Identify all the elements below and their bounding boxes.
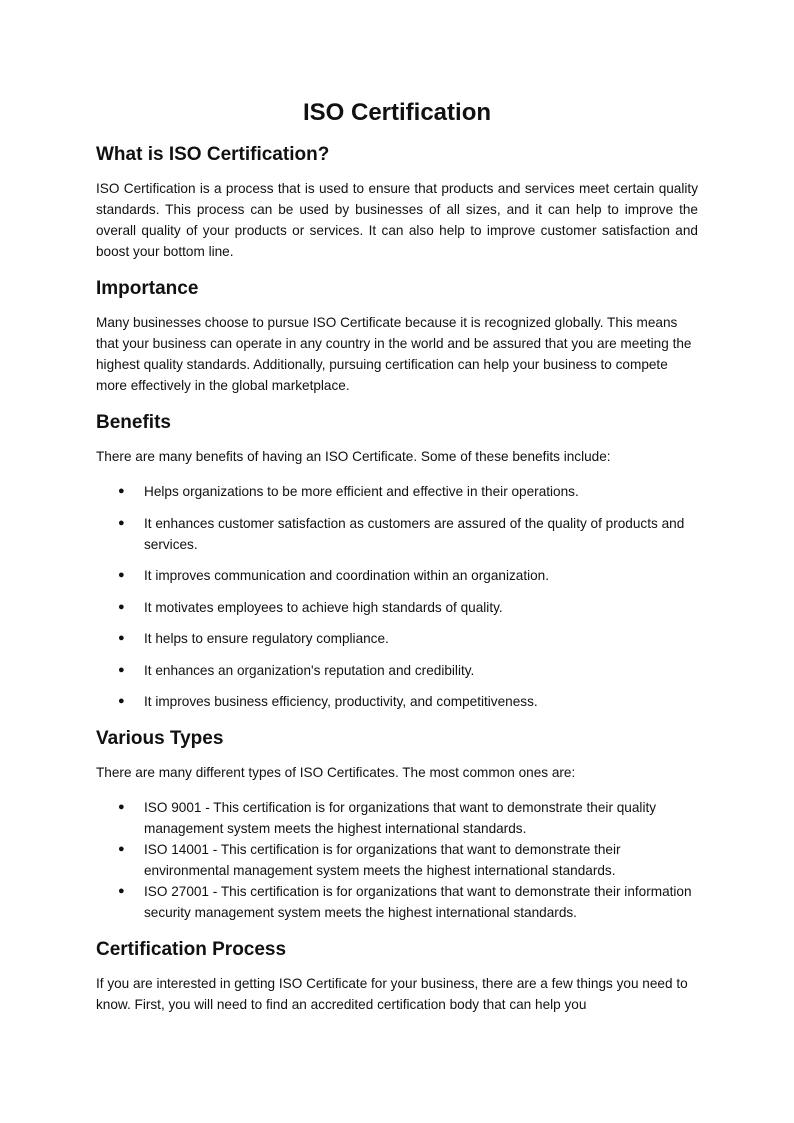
list-item-text: ISO 9001 - This certification is for organizations that want to demonstrate their quality management system meets the highest international standards. xyxy=(144,800,657,836)
bullet-icon: ● xyxy=(118,843,125,855)
document-title: ISO Certification xyxy=(302,99,492,126)
bullet-icon: ● xyxy=(118,569,125,581)
list-item xyxy=(96,660,698,681)
list-item-text: ISO 14001 - This certification is for organizations that want to demonstrate their environmental management system meets the highest international standards. xyxy=(144,842,621,878)
section-process xyxy=(96,937,698,1015)
list-item xyxy=(96,565,698,586)
section-body-importance: Many businesses choose to pursue ISO Certificate because it is recognized globally. This means that your business can operate in any country in the world and be assured that you are meeting the highest quality standards. Additionally, pursuing certification can help your business to compete more effectively in the global marketplace. xyxy=(96,315,692,393)
list-item xyxy=(96,481,698,502)
list-item xyxy=(96,839,698,881)
section-heading-what: What is ISO Certification? xyxy=(96,144,330,165)
list-item-text: It enhances customer satisfaction as customers are assured of the quality of products and services. xyxy=(144,515,685,552)
section-what xyxy=(96,142,698,262)
list-item xyxy=(96,881,698,923)
section-importance xyxy=(96,276,698,396)
document-page xyxy=(96,96,698,1029)
bullet-icon: ● xyxy=(118,801,125,813)
section-intro-types: There are many different types of ISO Certificates. The most common ones are: xyxy=(96,765,576,780)
bullet-icon: ● xyxy=(118,516,125,529)
section-heading-importance: Importance xyxy=(96,278,199,299)
list-item xyxy=(96,597,698,618)
section-benefits xyxy=(96,410,698,712)
list-item xyxy=(96,691,698,712)
list-item xyxy=(96,628,698,649)
list-item xyxy=(96,797,698,839)
section-heading-types: Various Types xyxy=(96,728,224,749)
bullet-icon: ● xyxy=(118,485,125,497)
list-item-text: Helps organizations to be more efficient and effective in their operations. xyxy=(144,484,579,499)
section-body-process: If you are interested in getting ISO Certificate for your business, there are a few things you need to know. First, you will need to find an accredited certification body that can help you xyxy=(96,976,688,1012)
bullet-icon: ● xyxy=(118,695,125,707)
list-item-text: It enhances an organization's reputation and credibility. xyxy=(144,662,475,678)
section-heading-benefits: Benefits xyxy=(96,412,171,433)
bullet-icon: ● xyxy=(118,600,125,613)
benefits-list xyxy=(96,481,698,712)
list-item-text: It helps to ensure regulatory compliance. xyxy=(144,631,389,646)
bullet-icon: ● xyxy=(118,663,125,676)
list-item-text: It motivates employees to achieve high standards of quality. xyxy=(144,599,503,615)
bullet-icon: ● xyxy=(118,885,125,897)
list-item xyxy=(96,513,698,555)
section-heading-process: Certification Process xyxy=(96,939,287,960)
list-item-text: It improves business efficiency, productivity, and competitiveness. xyxy=(144,694,538,709)
section-body-what: ISO Certification is a process that is used to ensure that products and services meet certain quality standards. This process can be used by businesses of all sizes, and it can help to improve the overall quality of your products or services. It can also help to improve customer satisfaction and boost your bottom line. xyxy=(96,181,698,259)
section-intro-benefits: There are many benefits of having an ISO Certificate. Some of these benefits include: xyxy=(96,449,611,464)
list-item-text: ISO 27001 - This certification is for organizations that want to demonstrate their information security management system meets the highest international standards. xyxy=(144,884,692,920)
list-item-text: It improves communication and coordination within an organization. xyxy=(144,568,550,583)
types-list xyxy=(96,797,698,923)
section-types xyxy=(96,726,698,923)
bullet-icon: ● xyxy=(118,632,125,644)
